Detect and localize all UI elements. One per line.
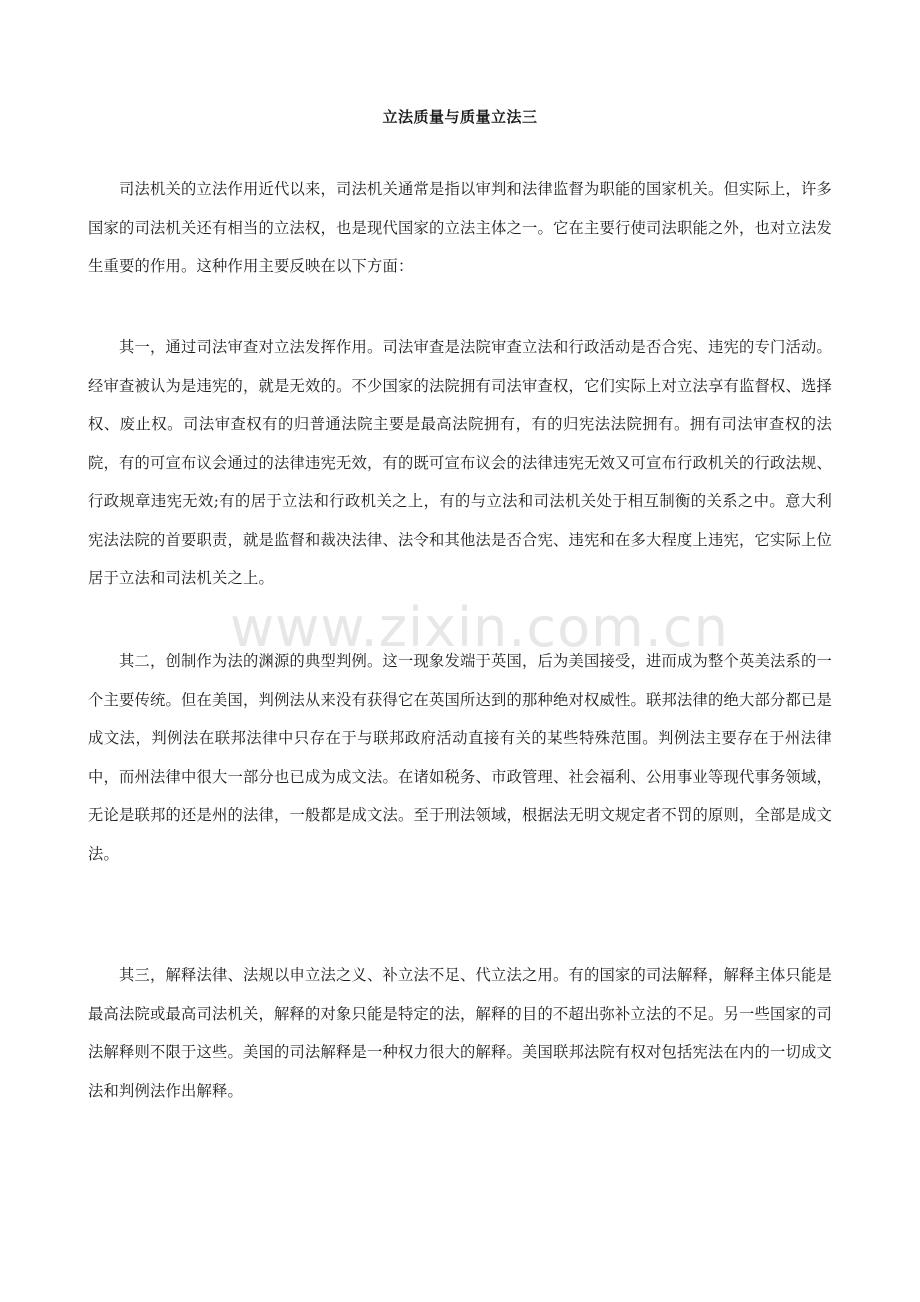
paragraph-interpretation: 其三，解释法律、法规以申立法之义、补立法不足、代立法之用。有的国家的司法解释，解释主体只能是最高法院或最高司法机关，解释的对象只能是特定的法，解释的目的不超出弥补立法的不足。另一些国家的司法解释则不限于这些。美国的司法解释是一种权力很大的解释。美国联邦法院有权对包括宪法在内的一切成文法和判例法作出解释。 — [88, 966, 832, 1100]
document-title: 立法质量与质量立法三 — [382, 108, 538, 126]
paragraph-case-law: 其二，创制作为法的渊源的典型判例。这一现象发端于英国，后为美国接受，进而成为整个英美法系的一个主要传统。但在美国，判例法从来没有获得它在英国所达到的那种绝对权威性。联邦法律的绝大部分都已是成文法，判例法在联邦法律中只存在于与联邦政府活动直接有关的某些特殊范围。判例法主要存在于州法律中，而州法律中很大一部分也已成为成文法。在诸如税务、市政管理、社会福利、公用事业等现代事务领域，无论是联邦的还是州的法律，一般都是成文法。至于刑法领域，根据法无明文规定者不罚的原则，全部是成文法。 — [88, 652, 832, 863]
paragraph-intro: 司法机关的立法作用近代以来，司法机关通常是指以审判和法律监督为职能的国家机关。但实际上，许多国家的司法机关还有相当的立法权，也是现代国家的立法主体之一。它在主要行使司法职能之外，也对立法发生重要的作用。这种作用主要反映在以下方面： — [88, 180, 832, 275]
paragraph-judicial-review: 其一，通过司法审查对立法发挥作用。司法审查是法院审查立法和行政活动是否合宪、违宪的专门活动。经审查被认为是违宪的，就是无效的。不少国家的法院拥有司法审查权，它们实际上对立法享有监督权、选择权、废止权。司法审查权有的归普通法院主要是最高法院拥有，有的归宪法法院拥有。拥有司法审查权的法院，有的可宣布议会通过的法律违宪无效，有的既可宣布议会的法律违宪无效又可宣布行政机关的行政法规、行政规章违宪无效;有的居于立法和行政机关之上，有的与立法和司法机关处于相互制衡的关系之中。意大利宪法法院的首要职责，就是监督和裁决法律、法令和其他法是否合宪、违宪和在多大程度上违宪，它实际上位居于立法和司法机关之上。 — [88, 338, 832, 587]
watermark-text: www.zixin.com.cn — [230, 596, 729, 659]
